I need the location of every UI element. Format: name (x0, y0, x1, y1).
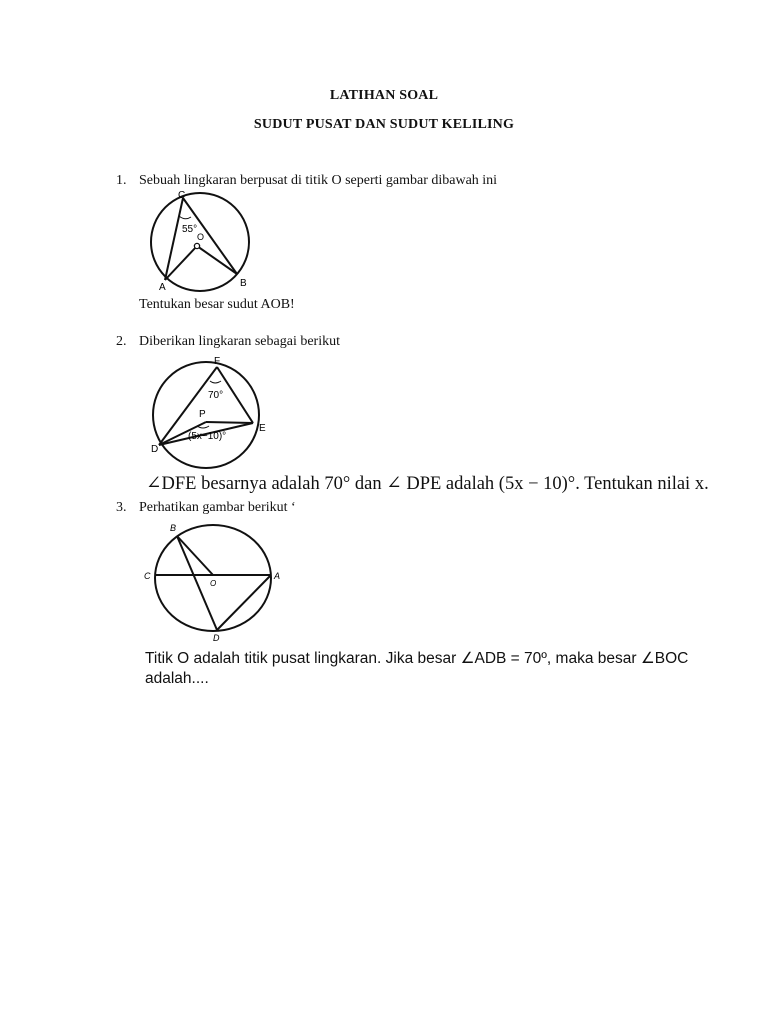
question-2-text: Diberikan lingkaran sebagai berikut (139, 334, 340, 349)
q3-radius-ob (177, 536, 213, 575)
q1-label-o: O (197, 232, 205, 242)
question-3-prompt-line-1: Titik O adalah titik pusat lingkaran. Jika besar ∠ADB = 70º, maka besar ∠BOC (145, 650, 689, 667)
question-2-prompt: ∠DFE besarnya adalah 70° dan ∠ DPE adalah (5x − 10)°. Tentukan nilai x. (146, 474, 709, 494)
q1-angle-arc (179, 216, 191, 219)
question-3-text: Perhatikan gambar berikut ‘ (139, 500, 296, 515)
question-1-figure (145, 190, 285, 294)
q2-label-e: E (259, 423, 266, 434)
question-2-number: 2. (116, 334, 127, 349)
q3-label-a: A (274, 571, 281, 581)
question-1-text: Sebuah lingkaran berpusat di titik O seperti gambar dibawah ini (139, 173, 498, 188)
q2-circle (153, 362, 259, 468)
q1-chord-ca (165, 198, 183, 280)
q1-radius-ob (197, 246, 237, 274)
q3-label-c: C (144, 571, 151, 581)
q3-circle (155, 525, 271, 631)
q2-label-angle-f: 70° (208, 390, 224, 401)
question-1-prompt: Tentukan besar sudut AOB! (139, 297, 295, 312)
question-3-prompt-line-2: adalah.... (145, 670, 209, 687)
q2-label-angle-p: (5x−10)° (188, 431, 227, 442)
question-2-figure (147, 353, 287, 463)
q3-chord-ad (217, 575, 271, 630)
q2-radius-pe (206, 422, 253, 423)
q1-label-a: A (159, 282, 166, 293)
q2-label-f: F (214, 356, 221, 367)
q1-radius-oa (165, 246, 197, 280)
q2-label-p: P (199, 409, 206, 420)
q3-label-d: D (213, 633, 220, 643)
question-1-number: 1. (116, 173, 127, 188)
q2-angle-arc-f (210, 381, 221, 383)
page-subtitle: SUDUT PUSAT DAN SUDUT KELILING (253, 117, 515, 132)
q1-chord-cb (183, 198, 237, 274)
question-3-figure (143, 520, 293, 642)
q1-label-b: B (240, 278, 247, 289)
q3-label-b: B (170, 523, 177, 533)
q1-label-c: C (178, 190, 186, 201)
q2-label-d: D (151, 444, 159, 455)
q3-label-o: O (210, 579, 217, 588)
q1-label-angle: 55° (182, 224, 198, 235)
page-title: LATIHAN SOAL (329, 88, 439, 103)
question-3-number: 3. (116, 500, 127, 515)
q1-center-point (194, 243, 199, 248)
